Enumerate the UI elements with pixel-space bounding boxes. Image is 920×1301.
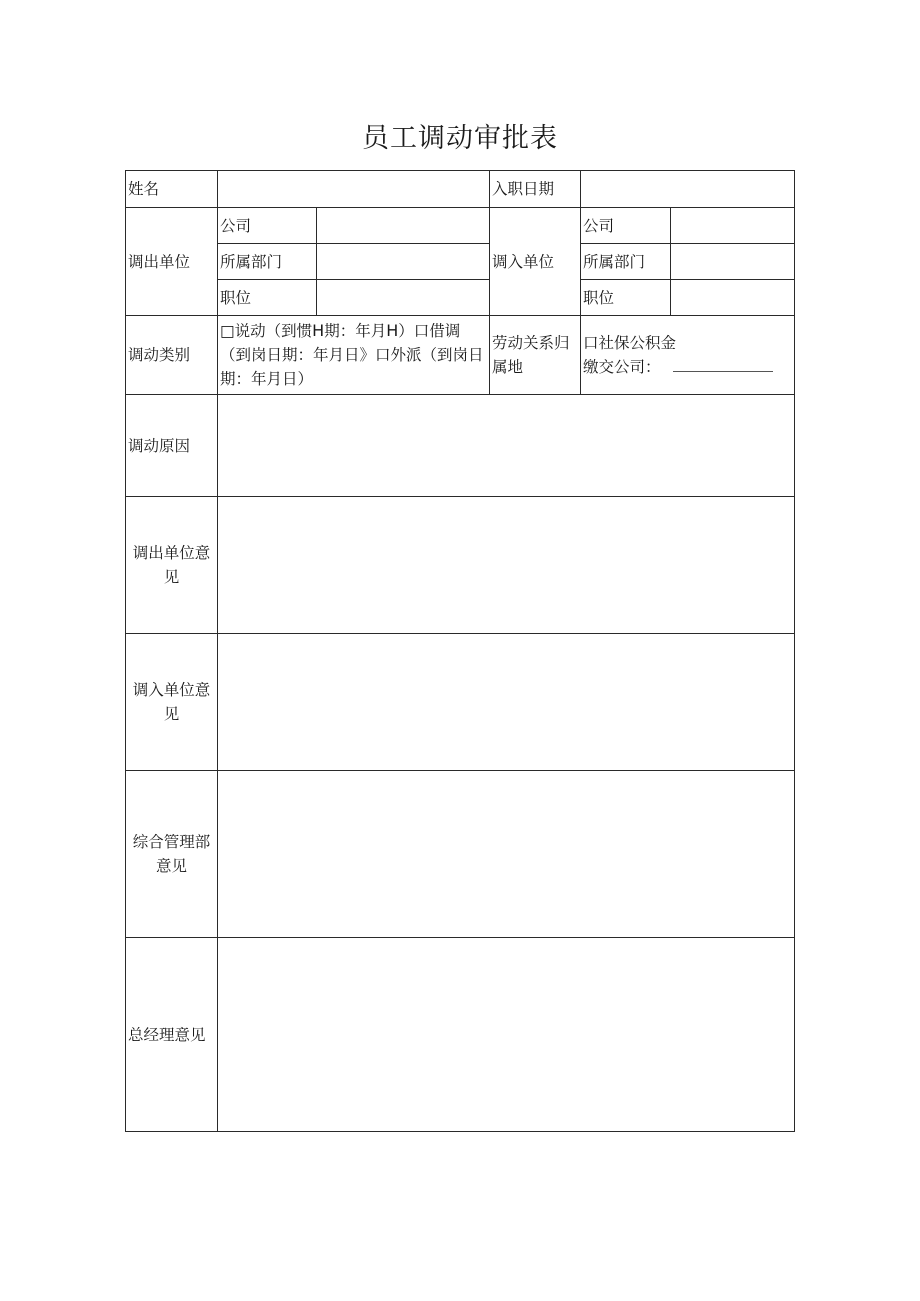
reason-field[interactable] <box>218 395 795 497</box>
transfer-type-part-1: □说动（到惯 <box>220 322 313 340</box>
form-title: 员工调动审批表 <box>362 123 558 154</box>
out-position-field[interactable] <box>317 280 490 316</box>
name-label: 姓名 <box>126 171 218 208</box>
out-position-label: 职位 <box>218 280 317 316</box>
transfer-type-part-2: 期：年月 <box>324 322 387 340</box>
transfer-type-h-1: H <box>312 321 325 340</box>
transfer-type-part-3: ）口借调（到岗日期：年月日》口外派（到岗日期：年月日） <box>220 322 484 388</box>
entry-date-label: 入职日期 <box>490 171 581 208</box>
row-reason <box>126 395 795 497</box>
admin-opinion-label: 综合管理部意见 <box>126 771 218 938</box>
out-company-field[interactable] <box>317 208 490 244</box>
reason-label: 调动原因 <box>126 395 218 497</box>
social-security-company-line <box>583 355 792 379</box>
row-out-opinion <box>126 497 795 634</box>
labor-relation-label: 劳动关系归属地 <box>490 316 581 395</box>
out-unit-label: 调出单位 <box>126 208 218 316</box>
row-name <box>126 171 795 208</box>
row-in-opinion <box>126 634 795 771</box>
in-position-label: 职位 <box>581 280 671 316</box>
transfer-type-label: 调动类别 <box>126 316 218 395</box>
social-security-option: 口社保公积金 <box>583 334 677 352</box>
in-unit-label: 调入单位 <box>490 208 581 316</box>
row-department <box>126 244 795 280</box>
admin-opinion-field[interactable] <box>218 771 795 938</box>
out-department-label: 所属部门 <box>218 244 317 280</box>
name-field[interactable] <box>218 171 490 208</box>
in-opinion-label: 调入单位意见 <box>126 634 218 771</box>
social-security-cell[interactable] <box>581 316 795 395</box>
in-company-label: 公司 <box>581 208 671 244</box>
transfer-approval-table <box>125 170 795 1132</box>
row-transfer-type <box>126 316 795 395</box>
transfer-type-options[interactable] <box>218 316 490 395</box>
transfer-type-h-2: H <box>386 321 399 340</box>
in-department-label: 所属部门 <box>581 244 671 280</box>
social-security-company-blank[interactable] <box>673 357 773 372</box>
out-department-field[interactable] <box>317 244 490 280</box>
out-opinion-label: 调出单位意见 <box>126 497 218 634</box>
out-opinion-field[interactable] <box>218 497 795 634</box>
gm-opinion-field[interactable] <box>218 938 795 1132</box>
in-opinion-field[interactable] <box>218 634 795 771</box>
entry-date-field[interactable] <box>581 171 795 208</box>
gm-opinion-label: 总经理意见 <box>126 938 218 1132</box>
in-department-field[interactable] <box>671 244 795 280</box>
social-security-company-label: 缴交公司： <box>583 358 661 376</box>
row-admin-opinion <box>126 771 795 938</box>
row-gm-opinion <box>126 938 795 1132</box>
in-company-field[interactable] <box>671 208 795 244</box>
out-company-label: 公司 <box>218 208 317 244</box>
row-position <box>126 280 795 316</box>
row-company <box>126 208 795 244</box>
in-position-field[interactable] <box>671 280 795 316</box>
